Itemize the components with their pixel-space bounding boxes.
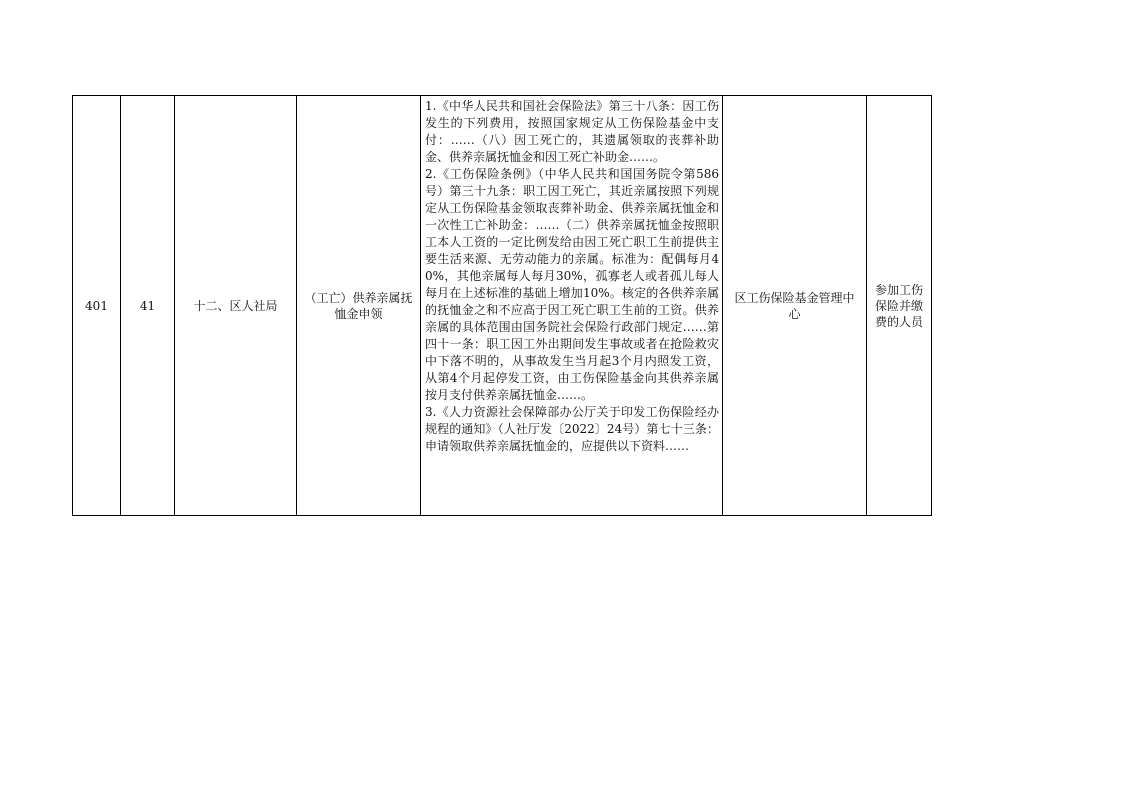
legal-basis-paragraph: 1.《中华人民共和国社会保险法》第三十八条：因工伤发生的下列费用，按照国家规定从工伤保险基金中支付：……（八）因工死亡的，其遗属领取的丧葬补助金、供养亲属抚恤金和因工死亡补助金……。 bbox=[425, 99, 719, 164]
item-name-cell: （工亡）供养亲属抚恤金申领 bbox=[297, 96, 421, 516]
applicant-cell: 参加工伤保险并缴费的人员 bbox=[867, 96, 932, 516]
agency-cell: 区工伤保险基金管理中心 bbox=[723, 96, 867, 516]
legal-basis-cell bbox=[421, 96, 723, 516]
department-cell: 十二、区人社局 bbox=[175, 96, 297, 516]
sub-seq-cell: 41 bbox=[121, 96, 175, 516]
legal-basis-paragraph: 2.《工伤保险条例》（中华人民共和国国务院令第586号）第三十九条：职工因工死亡，其近亲属按照下列规定从工伤保险基金领取丧葬补助金、供养亲属抚恤金和一次性工亡补助金：……（二）供养亲属抚恤金按照职工本人工资的一定比例发给由因工死亡职工生前提供主要生活来源、无劳动能力的亲属。标准为：配偶每月40%，其他亲属每人每月30%，孤寡老人或者孤儿每人每月在上述标准的基础上增加10%。核定的各供养亲属的抚恤金之和不应高于因工死亡职工生前的工资。供养亲属的具体范围由国务院社会保险行政部门规定……第四十一条：职工因工外出期间发生事故或者在抢险救灾中下落不明的，从事故发生当月起3个月内照发工资，从第4个月起停发工资，由工伤保险基金向其供养亲属按月支付供养亲属抚恤金……。 bbox=[425, 167, 719, 402]
legal-basis-paragraph: 3.《人力资源社会保障部办公厅关于印发工伤保险经办规程的通知》（人社厅发〔2022〕24号）第七十三条：申请领取供养亲属抚恤金的，应提供以下资料…… bbox=[425, 405, 719, 453]
table-row bbox=[73, 96, 932, 516]
seq-cell: 401 bbox=[73, 96, 121, 516]
service-item-table bbox=[72, 95, 932, 516]
